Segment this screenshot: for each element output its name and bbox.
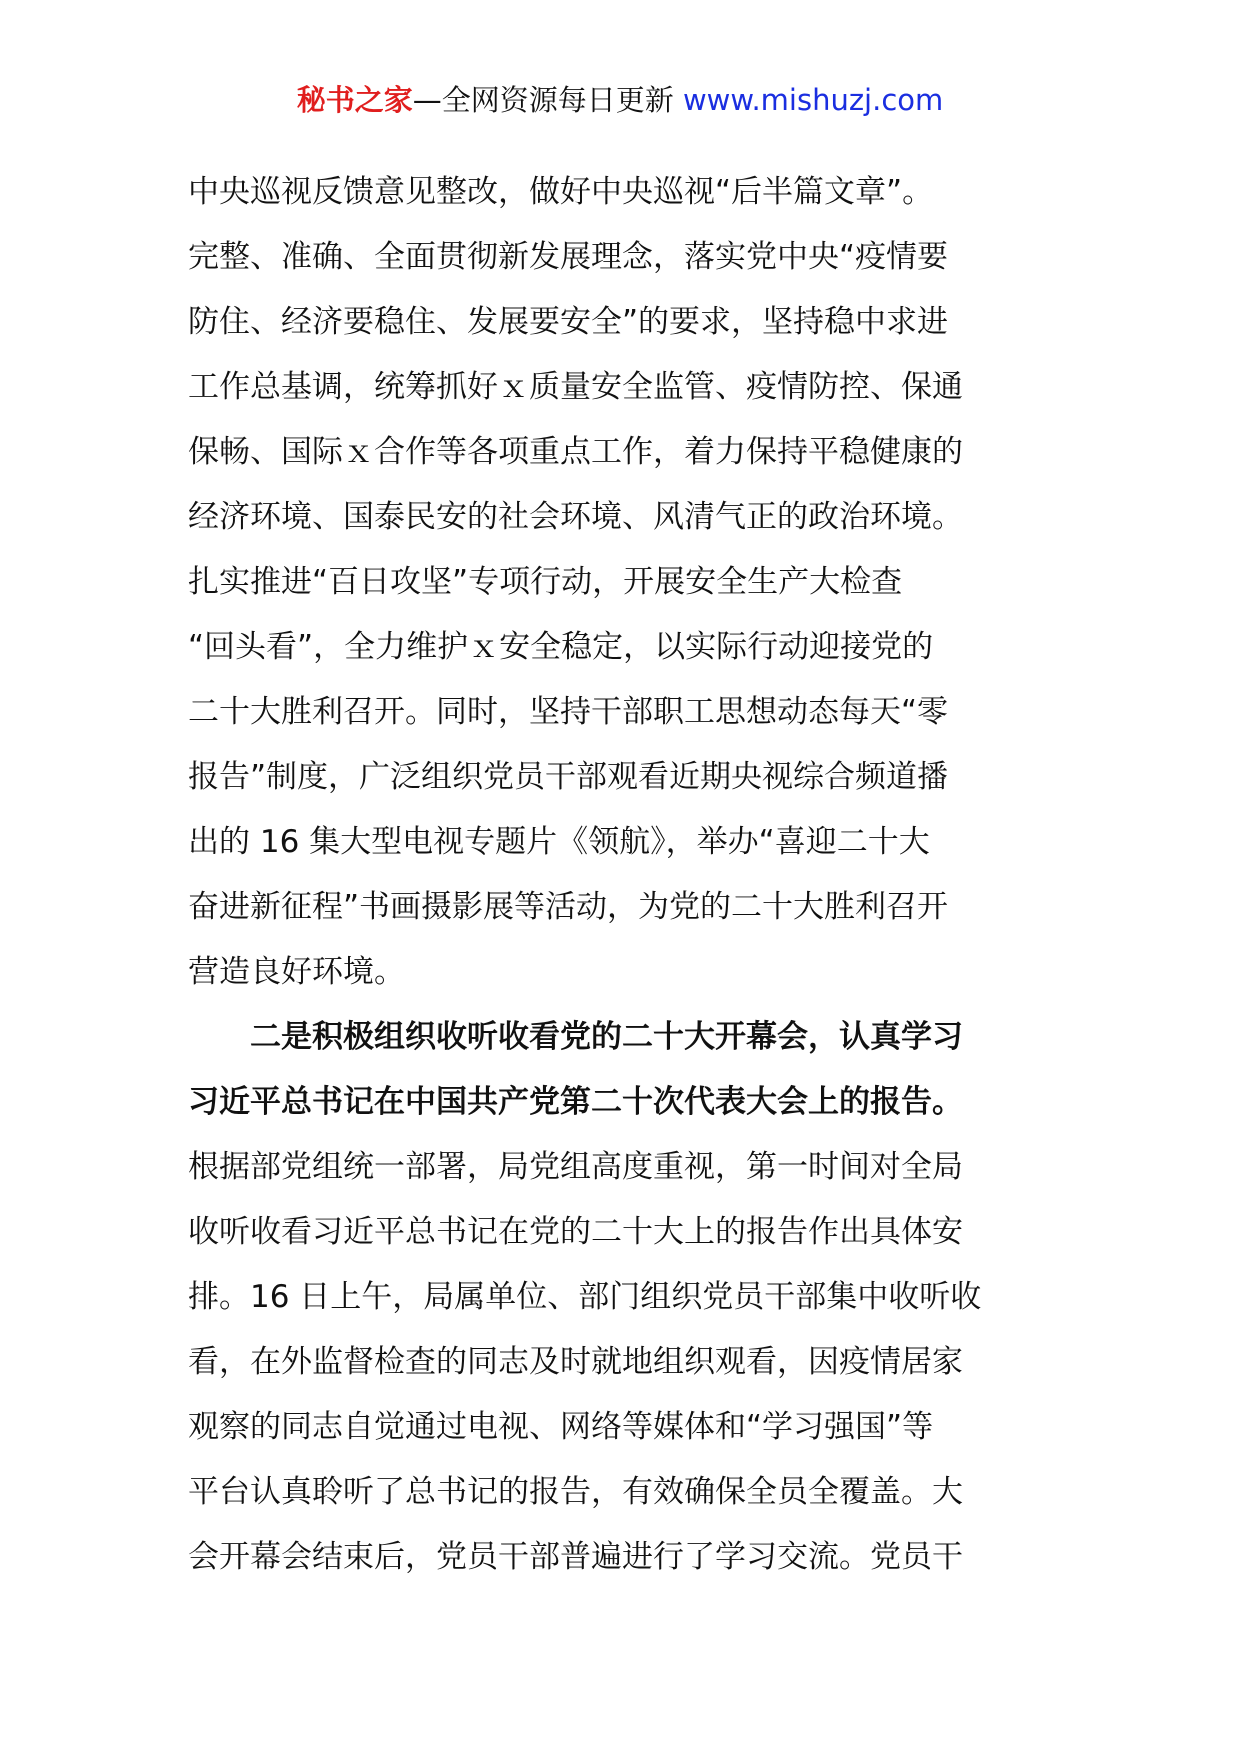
text-line: 中央巡视反馈意见整改，做好中央巡视“后半篇文章”。 xyxy=(188,174,934,210)
text-line: 根据部党组统一部署，局党组高度重视，第一时间对全局 xyxy=(188,1149,963,1185)
heading-line: 习近平总书记在中国共产党第二十次代表大会上的报告。 xyxy=(188,1084,963,1120)
heading-line: 二是积极组织收听收看党的二十大开幕会，认真学习 xyxy=(188,1019,963,1055)
text-line: 排。16 日上午，局属单位、部门组织党员干部集中收听收 xyxy=(188,1279,982,1315)
text-line: 出的 16 集大型电视专题片《领航》，举办“喜迎二十大 xyxy=(188,824,930,860)
text-line: 奋进新征程”书画摄影展等活动，为党的二十大胜利召开 xyxy=(188,889,949,925)
text-line: 二十大胜利召开。同时，坚持干部职工思想动态每天“零 xyxy=(188,694,949,730)
text-line: 看，在外监督检查的同志及时就地组织观看，因疫情居家 xyxy=(188,1344,963,1380)
header-tagline: —全网资源每日更新 xyxy=(412,83,674,117)
text-line: 防住、经济要稳住、发展要安全”的要求，坚持稳中求进 xyxy=(188,304,949,340)
paragraph-2 xyxy=(188,1135,1068,1590)
text-line: 完整、准确、全面贯彻新发展理念，落实党中央“疫情要 xyxy=(188,239,949,275)
text-line: “回头看”，全力维护ｘ安全稳定，以实际行动迎接党的 xyxy=(188,629,934,665)
section-heading xyxy=(188,1005,1068,1135)
text-line: 报告”制度，广泛组织党员干部观看近期央视综合频道播 xyxy=(188,759,949,795)
text-line: 经济环境、国泰民安的社会环境、风清气正的政治环境。 xyxy=(188,499,963,535)
text-line: 保畅、国际ｘ合作等各项重点工作，着力保持平稳健康的 xyxy=(188,434,963,470)
document-body xyxy=(188,160,1068,1590)
text-line: 扎实推进“百日攻坚”专项行动，开展安全生产大检查 xyxy=(188,564,903,600)
site-header xyxy=(0,80,1240,120)
paragraph-1 xyxy=(188,160,1068,1005)
text-line: 平台认真聆听了总书记的报告，有效确保全员全覆盖。大 xyxy=(188,1474,963,1510)
brand-name: 秘书之家 xyxy=(296,83,413,117)
site-url-link[interactable]: www.mishuzj.com xyxy=(682,83,944,117)
text-line: 工作总基调，统筹抓好ｘ质量安全监管、疫情防控、保通 xyxy=(188,369,963,405)
text-line: 会开幕会结束后，党员干部普遍进行了学习交流。党员干 xyxy=(188,1539,963,1575)
text-line: 收听收看习近平总书记在党的二十大上的报告作出具体安 xyxy=(188,1214,963,1250)
text-line: 营造良好环境。 xyxy=(188,954,405,990)
text-line: 观察的同志自觉通过电视、网络等媒体和“学习强国”等 xyxy=(188,1409,934,1445)
